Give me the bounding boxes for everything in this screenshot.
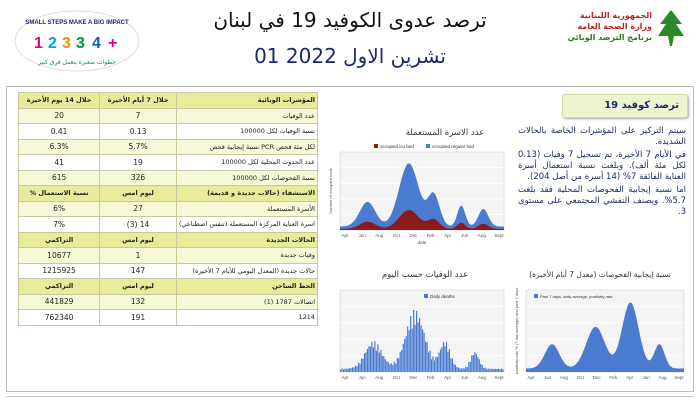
bar <box>400 352 401 372</box>
bar <box>491 369 492 372</box>
summary-para-2: في الأيام 7 الأخيرة، تم تسجيل 7 وفيات (0.13 لكل مئة ألف). وبلغت نسبة استعمال أسرة العناية الفائقة 7% (14 أسرة من أصل 204). <box>518 150 686 182</box>
bar <box>428 352 429 372</box>
table-cell: عدد الوفيات <box>176 108 317 124</box>
table-row <box>19 139 318 155</box>
bar <box>367 349 368 372</box>
bar <box>437 357 438 372</box>
bar <box>374 341 375 372</box>
x-tick-label: Feb <box>609 375 618 380</box>
bar <box>474 352 475 372</box>
legend-swatch <box>374 144 378 148</box>
x-tick-label: Apr <box>341 233 349 238</box>
bar <box>403 344 404 372</box>
table-header-cell: التراكمي <box>19 232 100 248</box>
bar <box>370 347 371 373</box>
x-tick-label: Jun <box>642 375 650 380</box>
table-header-cell: خلال 7 أيام الأخيرة <box>100 93 177 109</box>
table-header-cell: خلال 14 يوم الأخيرة <box>19 93 100 109</box>
bar <box>430 351 431 372</box>
positivity-chart <box>512 280 688 386</box>
x-tick-label: Aug <box>477 233 486 238</box>
positivity-chart-title: نسبة إيجابية الفحوصات (معدل 7 أيام الأخيرة) <box>529 270 671 279</box>
bar <box>500 369 501 372</box>
table-cell: 441829 <box>19 294 100 310</box>
table-cell: 762340 <box>19 310 100 326</box>
page-title: ترصد عدوى الكوفيد 19 في لبنان <box>213 8 487 32</box>
bar <box>479 359 480 372</box>
svg-text:3: 3 <box>62 35 71 52</box>
x-tick-label: Jun <box>358 233 366 238</box>
table-header-cell: ليوم امس <box>100 186 177 202</box>
bar <box>461 369 462 372</box>
cedar-icon <box>656 8 686 48</box>
legend-swatch <box>534 294 538 298</box>
beds-chart-title: عدد الاسرة المستعملة <box>405 128 485 138</box>
bar <box>397 358 398 372</box>
moph-logo-text <box>568 10 652 43</box>
x-tick-label: Apr <box>527 375 535 380</box>
bar <box>470 362 471 372</box>
bar <box>388 362 389 372</box>
bar <box>389 364 390 372</box>
bar <box>485 368 486 372</box>
bar <box>462 368 463 372</box>
bar <box>434 360 435 372</box>
svg-text:1: 1 <box>34 35 43 52</box>
bar <box>467 367 468 372</box>
bar <box>431 359 432 372</box>
bar <box>497 369 498 372</box>
moph-line2: وزارة الصحة العامة <box>577 22 652 31</box>
table-row <box>19 294 318 310</box>
bar <box>465 367 466 372</box>
table-header-cell: الحالات الجديدة <box>176 232 317 248</box>
table-cell: اسرة العناية المركزة المستعملة (تنفس اصطناعي) <box>176 217 317 233</box>
legend-label: occupied icu bed <box>380 144 414 149</box>
table-row <box>19 310 318 326</box>
bar <box>359 364 360 372</box>
bar <box>398 358 399 372</box>
deaths-chart <box>326 280 510 386</box>
bar <box>425 342 426 372</box>
table-header-cell: ليوم امس <box>100 279 177 295</box>
table-header-row <box>19 279 318 295</box>
bar <box>353 368 354 373</box>
x-tick-label: Oct <box>392 233 400 238</box>
campaign-logo <box>12 8 142 74</box>
bar <box>382 356 383 372</box>
bar <box>421 326 422 373</box>
x-tick-label: Sept <box>494 375 504 380</box>
svg-text:4: 4 <box>92 35 101 52</box>
table-cell: 19 <box>100 155 177 171</box>
x-tick-label: Jun <box>358 375 366 380</box>
table-cell: نسبة إيجابية فحص PCR لكل مئة فحص <box>176 139 317 155</box>
bar <box>459 368 460 372</box>
bar <box>394 362 395 372</box>
bar <box>501 369 502 373</box>
svg-text:+: + <box>108 35 118 52</box>
bar <box>395 364 396 372</box>
table-row <box>19 248 318 264</box>
bar <box>350 368 351 372</box>
bar <box>391 363 392 372</box>
bar <box>455 365 456 372</box>
legend-label: Past 7 days, daily average, positivity rate <box>540 294 613 299</box>
bar <box>409 330 410 372</box>
table-cell: الأسرة المستعملة <box>176 201 317 217</box>
table-cell: (3) 14 <box>100 217 177 233</box>
bar <box>503 370 504 373</box>
bar <box>407 327 408 373</box>
bar <box>450 359 451 373</box>
svg-text:2: 2 <box>48 35 57 52</box>
bar <box>386 361 387 372</box>
table-cell: 615 <box>19 170 100 186</box>
bar <box>340 370 341 372</box>
bar <box>473 355 474 372</box>
bar <box>446 342 447 372</box>
table-cell: 20 <box>19 108 100 124</box>
bar <box>410 316 411 372</box>
x-tick-label: Aug <box>375 233 384 238</box>
table-cell: اتصالات 1787 (1) <box>176 294 317 310</box>
legend-swatch <box>426 144 430 148</box>
bar <box>358 363 359 372</box>
bar <box>385 359 386 372</box>
y-axis-label: Number of occupied beds <box>328 168 333 214</box>
bar <box>449 349 450 372</box>
bar <box>415 325 416 372</box>
table-cell: 191 <box>100 310 177 326</box>
table-header-cell: الخط الساخن <box>176 279 317 295</box>
panel-title: ترصد كوفيد 19 <box>604 100 679 111</box>
table-header-row <box>19 93 318 109</box>
bar <box>371 342 372 372</box>
bar <box>464 369 465 372</box>
bar <box>427 342 428 372</box>
bar <box>364 353 365 372</box>
bar <box>468 362 469 372</box>
bar <box>361 358 362 372</box>
bar <box>349 368 350 372</box>
bar <box>380 350 381 372</box>
bar <box>424 333 425 372</box>
summary-para-3: اما نسبة إيجابية الفحوصات المحلية فقد بلغت 5.7%. ويصنف التفشي المجتمعي على مستوى 3. <box>518 185 686 217</box>
x-tick-label: Jun <box>543 375 552 380</box>
bar <box>379 353 380 372</box>
x-tick-label: Dec <box>592 375 601 380</box>
bar <box>355 366 356 372</box>
x-tick-label: Oct <box>576 375 584 380</box>
bar <box>376 351 377 372</box>
table-cell: 147 <box>100 263 177 279</box>
x-tick-label: Jun <box>461 233 469 238</box>
bar <box>413 310 414 372</box>
table-row <box>19 108 318 124</box>
table-row <box>19 217 318 233</box>
bar <box>365 352 366 372</box>
bar <box>422 330 423 373</box>
bar <box>419 318 420 372</box>
bar <box>348 368 349 372</box>
summary-para-1: سيتم التركيز على المؤشرات الخاصة بالحالات الشديدة. <box>518 126 686 147</box>
bar <box>441 347 442 372</box>
svg-text:خطوات صغيرة بتعمل فرق كبير: خطوات صغيرة بتعمل فرق كبير <box>38 59 116 66</box>
moph-line1: الجمهورية اللبنانية <box>579 11 652 20</box>
x-tick-label: Jun <box>461 375 469 380</box>
bar <box>443 342 444 372</box>
summary-text <box>518 126 686 220</box>
bar <box>373 347 374 372</box>
bar <box>356 366 357 372</box>
bar <box>452 358 453 372</box>
bar <box>406 336 407 372</box>
legend-swatch <box>424 294 428 298</box>
table-header-cell: ليوم امس <box>100 232 177 248</box>
table-row <box>19 201 318 217</box>
bar <box>453 364 454 372</box>
bar <box>495 369 496 372</box>
table-cell: نسبة الفحوصات لكل 100000 <box>176 170 317 186</box>
table-row <box>19 170 318 186</box>
bar <box>416 311 417 372</box>
bar <box>352 367 353 372</box>
bar <box>477 357 478 372</box>
bar <box>432 356 433 372</box>
table-cell: عدد الحدوث المحلية لكل 100000 <box>176 155 317 171</box>
bottom-strip <box>6 396 694 408</box>
x-tick-label: Sept <box>674 375 684 380</box>
bar <box>456 367 457 372</box>
bar <box>345 369 346 373</box>
x-tick-label: Feb <box>426 233 435 238</box>
bar <box>362 359 363 372</box>
table-cell: 132 <box>100 294 177 310</box>
table-cell: 1 <box>100 248 177 264</box>
bar <box>343 369 344 372</box>
table-cell: حالات جديدة (المعدل اليومي للأيام 7 الأخيرة) <box>176 263 317 279</box>
beds-chart <box>326 138 510 248</box>
bar <box>471 355 472 372</box>
bar <box>476 354 477 372</box>
table-header-cell: التراكمي <box>19 279 100 295</box>
bar <box>392 365 393 372</box>
table-cell: 7% <box>19 217 100 233</box>
bar <box>383 356 384 372</box>
table-header-cell: % نسبة الاستعمال <box>19 186 100 202</box>
panel-header <box>562 94 688 118</box>
y-axis-label: positivity rate % (7 day average) and past 7 days <box>514 287 519 375</box>
table-cell: 0.13 <box>100 124 177 140</box>
bar <box>401 350 402 372</box>
table-cell: 27 <box>100 201 177 217</box>
report-date: 01 تشرين الاول 2022 <box>254 44 446 68</box>
x-axis-label: date <box>417 240 427 245</box>
table-cell: 326 <box>100 170 177 186</box>
table-cell: 41 <box>19 155 100 171</box>
bar <box>412 329 413 372</box>
bar <box>482 365 483 372</box>
bar <box>342 369 343 373</box>
table-header-row <box>19 232 318 248</box>
x-tick-label: Aug <box>477 375 486 380</box>
x-tick-label: Apr <box>444 233 452 238</box>
legend-label: occupied regular bed <box>432 144 475 149</box>
x-tick-label: Oct <box>392 375 400 380</box>
table-cell: نسبة الوفيات لكل 100000 <box>176 124 317 140</box>
x-tick-label: Sept <box>494 233 504 238</box>
bar <box>438 353 439 372</box>
bar <box>368 346 369 372</box>
bar <box>488 368 489 372</box>
bar <box>444 346 445 372</box>
bar <box>435 357 436 372</box>
bar <box>440 350 441 373</box>
table-cell: 10677 <box>19 248 100 264</box>
table-row <box>19 155 318 171</box>
table-header-cell: الاستشفاء (حالات جديدة و قديمة) <box>176 186 317 202</box>
table-cell: 5.7% <box>100 139 177 155</box>
x-tick-label: Aug <box>658 375 667 380</box>
table-cell: 1214 <box>176 310 317 326</box>
bar <box>486 369 487 372</box>
bar <box>494 369 495 372</box>
indicators-table <box>18 92 318 326</box>
bar <box>346 369 347 372</box>
bar <box>480 364 481 372</box>
table-cell: 0.41 <box>19 124 100 140</box>
table-cell: 7 <box>100 108 177 124</box>
table-header-row <box>19 186 318 202</box>
bar <box>498 369 499 372</box>
moph-line3: برنامج الترصد الوبائي <box>567 33 652 42</box>
bar <box>418 323 419 373</box>
table-header-cell: المؤشرات الوبائية <box>176 93 317 109</box>
x-tick-label: Apr <box>341 375 349 380</box>
x-tick-label: Apr <box>626 375 634 380</box>
x-tick-label: Dec <box>409 233 418 238</box>
bar <box>483 368 484 372</box>
bar <box>492 369 493 372</box>
bar <box>404 339 405 372</box>
x-tick-label: Aug <box>559 375 568 380</box>
x-tick-label: Dec <box>409 375 418 380</box>
bar <box>458 368 459 372</box>
bar <box>377 344 378 372</box>
legend-label: Daily deaths <box>430 294 455 299</box>
x-tick-label: Aug <box>375 375 384 380</box>
bar <box>447 352 448 372</box>
bar <box>489 369 490 372</box>
table-cell: 1215925 <box>19 263 100 279</box>
x-tick-label: Feb <box>426 375 435 380</box>
table-cell: 6.3% <box>19 139 100 155</box>
deaths-chart-title: عدد الوفيات حسب اليوم <box>381 270 469 280</box>
table-row <box>19 263 318 279</box>
table-cell: 6% <box>19 201 100 217</box>
x-tick-label: Apr <box>444 375 452 380</box>
table-cell: وفيات جديدة <box>176 248 317 264</box>
svg-text:3: 3 <box>76 35 85 52</box>
table-row <box>19 124 318 140</box>
svg-text:SMALL STEPS MAKE A BIG IMPACT: SMALL STEPS MAKE A BIG IMPACT <box>25 20 129 26</box>
